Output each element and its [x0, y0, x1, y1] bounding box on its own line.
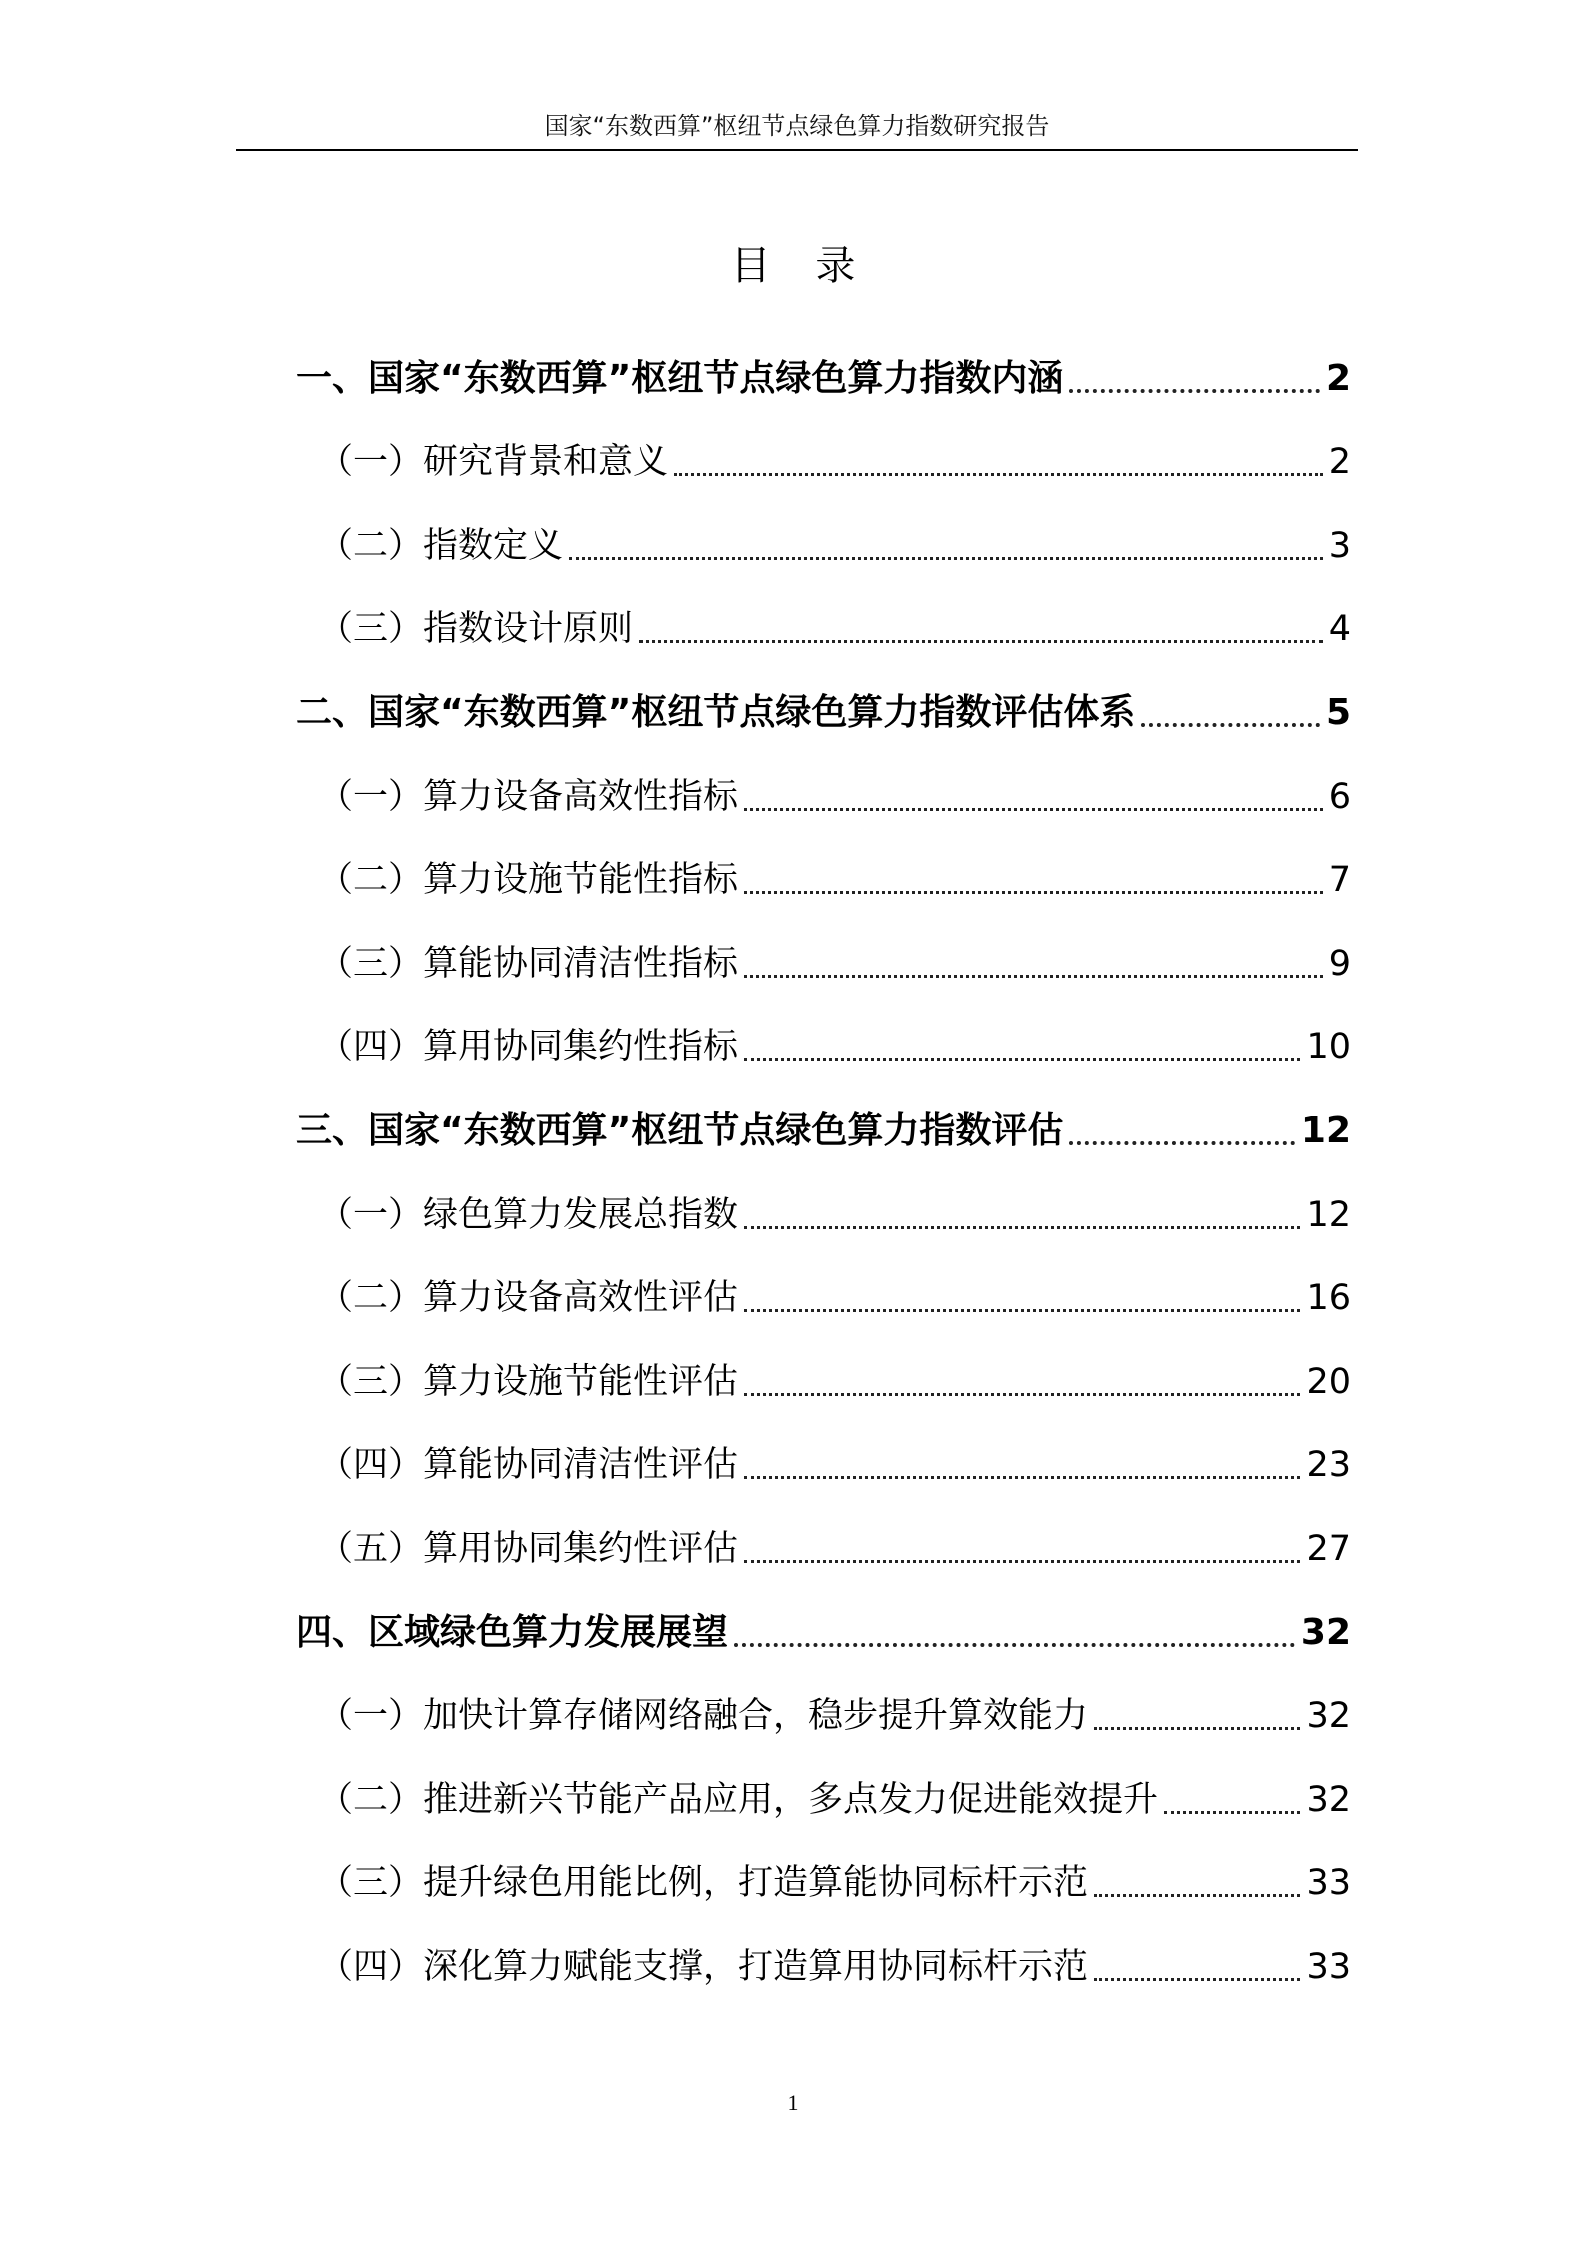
toc-entry-title: （三）算力设施节能性评估	[318, 1361, 739, 1402]
toc-entry-page: 33	[1306, 1946, 1351, 1987]
page-number: 1	[787, 2090, 799, 2115]
table-of-contents	[296, 320, 1351, 1992]
toc-entry-page: 20	[1306, 1361, 1351, 1402]
toc-dot-leader	[744, 975, 1323, 978]
toc-entry-title: （四）深化算力赋能支撑，打造算用协同标杆示范	[318, 1946, 1089, 1987]
toc-entry-title: 二、国家“东数西算”枢纽节点绿色算力指数评估体系	[296, 691, 1136, 733]
toc-entry-title: （一）研究背景和意义	[318, 442, 669, 483]
toc-entry-page: 12	[1300, 1109, 1351, 1151]
toc-entry-page: 16	[1306, 1278, 1351, 1319]
toc-section-entry[interactable]	[296, 487, 1351, 571]
toc-dot-leader	[744, 1393, 1300, 1396]
toc-section-entry[interactable]	[296, 822, 1351, 906]
toc-dot-leader	[1094, 1978, 1300, 1981]
toc-section-entry[interactable]	[296, 989, 1351, 1073]
toc-dot-leader	[744, 891, 1323, 894]
toc-entry-title: （二）算力设施节能性指标	[318, 860, 739, 901]
toc-chapter-entry[interactable]	[296, 654, 1351, 738]
toc-entry-title: （一）绿色算力发展总指数	[318, 1194, 739, 1235]
toc-entry-page: 32	[1306, 1779, 1351, 1820]
toc-entry-title: （四）算用协同集约性指标	[318, 1027, 739, 1068]
toc-dot-leader	[639, 640, 1323, 643]
toc-entry-page: 27	[1306, 1528, 1351, 1569]
toc-section-entry[interactable]	[296, 404, 1351, 488]
toc-dot-leader	[744, 1476, 1300, 1479]
toc-chapter-entry[interactable]	[296, 320, 1351, 404]
toc-dot-leader	[734, 1643, 1295, 1647]
toc-dot-leader	[744, 808, 1323, 811]
toc-entry-title: （四）算能协同清洁性评估	[318, 1445, 739, 1486]
toc-chapter-entry[interactable]	[296, 1574, 1351, 1658]
toc-entry-page: 5	[1325, 691, 1351, 733]
toc-entry-page: 7	[1328, 860, 1351, 901]
toc-entry-title: （一）加快计算存储网络融合，稳步提升算效能力	[318, 1696, 1089, 1737]
toc-dot-leader	[1094, 1894, 1300, 1897]
toc-entry-page: 12	[1306, 1194, 1351, 1235]
toc-entry-title: （二）算力设备高效性评估	[318, 1278, 739, 1319]
toc-entry-page: 9	[1328, 943, 1351, 984]
toc-title: 目 录	[730, 243, 872, 289]
toc-entry-title: （一）算力设备高效性指标	[318, 776, 739, 817]
toc-section-entry[interactable]	[296, 1323, 1351, 1407]
toc-dot-leader	[744, 1226, 1300, 1229]
toc-entry-page: 3	[1328, 525, 1351, 566]
toc-entry-title: （三）提升绿色用能比例，打造算能协同标杆示范	[318, 1863, 1089, 1904]
toc-entry-title: （三）算能协同清洁性指标	[318, 943, 739, 984]
toc-entry-page: 33	[1306, 1863, 1351, 1904]
toc-section-entry[interactable]	[296, 571, 1351, 655]
toc-section-entry[interactable]	[296, 905, 1351, 989]
toc-dot-leader	[744, 1560, 1300, 1563]
toc-entry-page: 4	[1328, 609, 1351, 650]
toc-dot-leader	[1069, 1141, 1295, 1145]
toc-dot-leader	[569, 557, 1323, 560]
toc-entry-page: 2	[1325, 357, 1351, 399]
running-header: 国家“东数西算”枢纽节点绿色算力指数研究报告	[544, 112, 1050, 140]
toc-section-entry[interactable]	[296, 1156, 1351, 1240]
toc-dot-leader	[744, 1309, 1300, 1312]
toc-dot-leader	[1094, 1727, 1300, 1730]
toc-entry-title: （五）算用协同集约性评估	[318, 1528, 739, 1569]
toc-entry-title: （三）指数设计原则	[318, 609, 634, 650]
toc-section-entry[interactable]	[296, 1240, 1351, 1324]
toc-dot-leader	[1164, 1811, 1300, 1814]
toc-entry-page: 10	[1306, 1027, 1351, 1068]
toc-entry-page: 32	[1300, 1611, 1351, 1653]
toc-section-entry[interactable]	[296, 1741, 1351, 1825]
toc-entry-page: 23	[1306, 1445, 1351, 1486]
toc-dot-leader	[674, 473, 1323, 476]
toc-entry-title: 一、国家“东数西算”枢纽节点绿色算力指数内涵	[296, 357, 1064, 399]
header-divider	[236, 149, 1358, 151]
toc-entry-title: 三、国家“东数西算”枢纽节点绿色算力指数评估	[296, 1109, 1064, 1151]
toc-entry-page: 32	[1306, 1696, 1351, 1737]
toc-dot-leader	[1069, 389, 1320, 393]
toc-entry-title: （二）推进新兴节能产品应用，多点发力促进能效提升	[318, 1779, 1159, 1820]
toc-chapter-entry[interactable]	[296, 1072, 1351, 1156]
toc-section-entry[interactable]	[296, 1658, 1351, 1742]
toc-section-entry[interactable]	[296, 1490, 1351, 1574]
toc-section-entry[interactable]	[296, 1407, 1351, 1491]
toc-entry-page: 2	[1328, 442, 1351, 483]
toc-entry-page: 6	[1328, 776, 1351, 817]
toc-section-entry[interactable]	[296, 1825, 1351, 1909]
toc-entry-title: 四、区域绿色算力发展展望	[296, 1611, 729, 1653]
toc-dot-leader	[744, 1058, 1300, 1061]
toc-entry-title: （二）指数定义	[318, 525, 564, 566]
toc-section-entry[interactable]	[296, 738, 1351, 822]
toc-dot-leader	[1141, 723, 1320, 727]
toc-section-entry[interactable]	[296, 1908, 1351, 1992]
